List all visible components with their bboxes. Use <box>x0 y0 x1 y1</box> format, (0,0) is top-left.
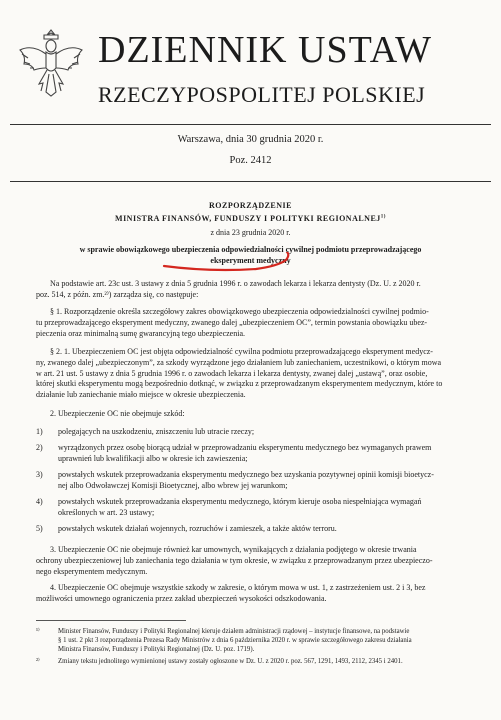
exclusion-text: określonych w art. 23 ustawy; <box>58 507 155 517</box>
act-issuer-footnote-ref: 1) <box>380 214 386 220</box>
polish-eagle-emblem-icon <box>16 24 86 104</box>
exclusion-text: powstałych wskutek działań wojennych, rozruchów i zamieszek, a także aktów terroru. <box>58 524 337 533</box>
section-1-line: pieczenia oraz minimalną sumę gwarancyjną tego ubezpieczenia. <box>36 328 246 338</box>
footnote-text: § 1 ust. 2 pkt 3 rozporządzenia Prezesa Rady Ministrów z dnia 6 października 2020 r. w sprawie szczegółowego zakresu działania <box>58 637 412 644</box>
section-2-line: ny, zwanego dalej „ubezpieczonym”, za szkody wyrządzone jego działaniem lub zaniechaniem, uczestnikowi, o którym mowa <box>36 357 442 367</box>
exclusion-text: powstałych wskutek przeprowadzania eksperymentu medycznego bez uzyskania pozytywnej opinii komisji bioetycz- <box>58 470 434 479</box>
footnote-text: Ministra Finansów, Funduszy i Polityki Regionalnej (Dz. U. poz. 1719). <box>58 646 255 653</box>
exclusion-text: powstałych wskutek przeprowadzania eksperymentu medycznego, którym kieruje osoba niespełniająca wymagań <box>58 497 422 506</box>
place-date: Warszawa, dnia 30 grudnia 2020 r. <box>177 134 324 145</box>
exclusion-number: 5) <box>36 524 43 533</box>
section-2-line: działanie lub zaniechanie miało miejsce w okresie ubezpieczenia. <box>36 390 246 400</box>
act-date: z dnia 23 grudnia 2020 r. <box>210 228 291 237</box>
section-2-line: której skutki eksperymentu mogą bezpośrednio dotknąć, w związku z przeprowadzanym eksperymentem medycznym, które to <box>36 379 443 389</box>
section-2-3-line: 3. Ubezpieczenie OC nie obejmuje również kar umownych, wynikających z działania podjętego w okresie trwania <box>50 545 417 554</box>
act-type: ROZPORZĄDZENIE <box>208 201 292 210</box>
act-subject-line-1: w sprawie obowiązkowego ubezpieczenia odpowiedzialności cywilnej podmiotu przeprowadzającego <box>79 245 422 254</box>
preamble <box>36 279 474 301</box>
preamble-line: Na podstawie art. 23c ust. 3 ustawy z dnia 5 grudnia 1996 r. o zawodach lekarza i lekarza dentysty (Dz. U. z 2020 r. <box>50 279 421 288</box>
footnote-text: Minister Finansów, Funduszy i Polityki Regionalnej kieruje działem administracji rządowej – instytucje finansowe, na podstawie <box>58 628 410 635</box>
exclusion-number: 3) <box>36 470 43 479</box>
section-1-line: § 1. Rozporządzenie określa szczegółowy zakres obowiązkowego ubezpieczenia odpowiedzialności cywilnej podmio- <box>50 307 429 316</box>
footnote-text: Zmiany tekstu jednolitego wymienionej ustawy zostały ogłoszone w Dz. U. z 2020 r. poz. 567, 1291, 1493, 2112, 2345 i 2401. <box>58 658 403 665</box>
footnote-number: ¹⁾ <box>36 628 40 635</box>
exclusion-text: wyrządzonych przez osobę biorącą udział w przeprowadzaniu eksperymentu medycznego bez wymaganych prawem <box>58 443 432 452</box>
journal-title: DZIENNIK USTAW <box>98 29 433 71</box>
section-2-paragraph-2-intro: 2. Ubezpieczenie OC nie obejmuje szkód: <box>50 409 185 418</box>
act-divider <box>10 181 491 182</box>
exclusion-text: nej albo Odwoławczej Komisji Bioetycznej, albo wbrew jej warunkom; <box>58 480 288 490</box>
section-2-4-line: możliwości umownego ograniczenia przez zakład ubezpieczeń wysokości odszkodowania. <box>36 593 327 603</box>
exclusion-number: 4) <box>36 497 43 506</box>
section-2-3-line: nego eksperymentem medycznym. <box>36 566 148 576</box>
act-issuer-name: MINISTRA FINANSÓW, FUNDUSZY I POLITYKI REGIONALNEJ <box>115 214 381 223</box>
masthead-divider <box>10 124 491 125</box>
footnote-divider <box>36 620 186 621</box>
preamble-line: poz. 514, z późn. zm.²⁾) zarządza się, co następuje: <box>36 289 199 299</box>
act-subject-line-2: eksperyment medyczny <box>210 256 291 265</box>
section-2-4-line: 4. Ubezpieczenie OC obejmuje wszystkie szkody w zakresie, o którym mowa w ust. 1, z zastrzeżeniem ust. 2 i 3, bez <box>50 583 426 592</box>
act-issuer <box>0 214 501 223</box>
section-2-line: § 2. 1. Ubezpieczeniem OC jest objęta odpowiedzialność cywilna podmiotu przeprowadzającego eksperyment medycz- <box>50 347 433 356</box>
section-2-line: w art. 21 ust. 5 ustawy z dnia 5 grudnia 1996 r. o zawodach lekarza i lekarza dentysty, zwanej dalej „ustawą”, oraz osobie, <box>36 368 428 378</box>
exclusion-number: 2) <box>36 443 43 452</box>
section-1-line: tu przeprowadzającego eksperyment medyczny, zwanego dalej „ubezpieczeniem OC”, termin powstania obowiązku ubez- <box>36 317 428 327</box>
exclusion-number: 1) <box>36 427 43 436</box>
section-1 <box>36 307 474 339</box>
exclusion-text: polegających na uszkodzeniu, zniszczeniu lub utracie rzeczy; <box>58 427 255 436</box>
section-2-3-line: ochrony ubezpieczeniowej lub zaniechania tego działania w tym okresie, w związku z przeprowadzanym przez ubezpieczo- <box>36 555 433 565</box>
footnote-number: ²⁾ <box>36 658 40 665</box>
section-2-paragraph-4 <box>36 583 474 605</box>
position-number: Poz. 2412 <box>229 155 272 166</box>
masthead <box>10 16 490 116</box>
section-2-paragraph-3 <box>36 545 474 577</box>
journal-subtitle: RZECZYPOSPOLITEJ POLSKIEJ <box>98 82 426 107</box>
exclusion-text: uprawnień lub kwalifikacji albo w okresie ich zawieszenia; <box>58 453 248 463</box>
section-2-paragraph-1 <box>36 347 474 401</box>
